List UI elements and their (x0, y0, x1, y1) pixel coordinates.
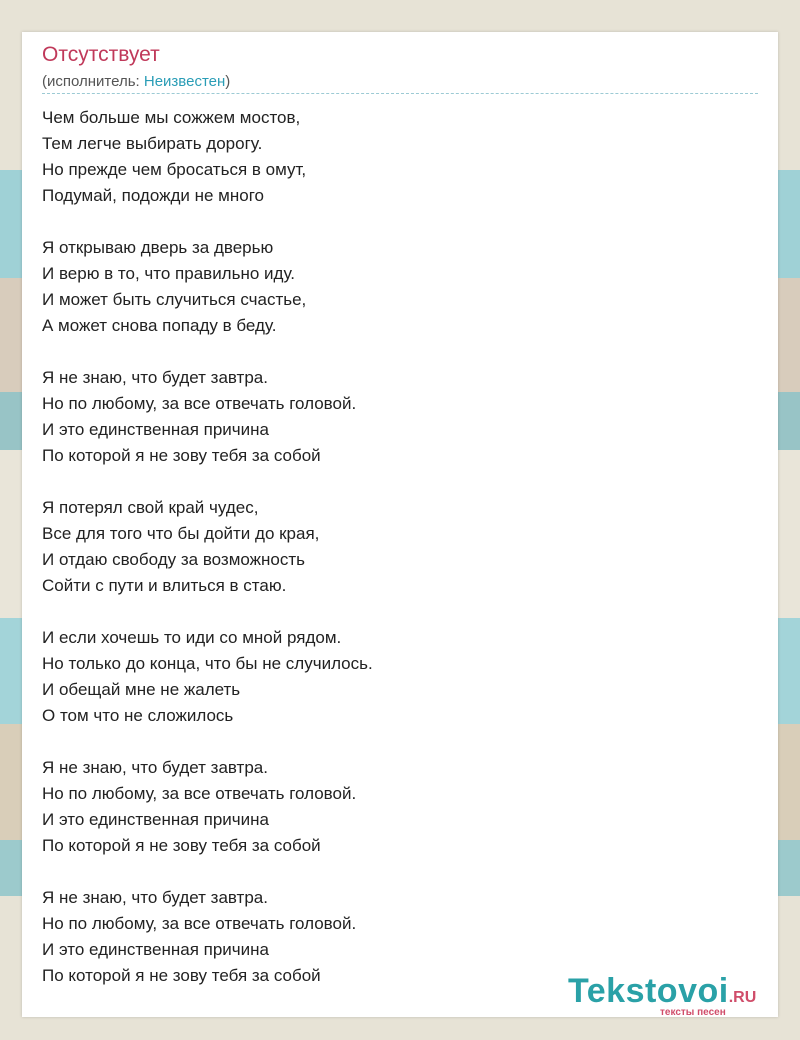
song-title: Отсутствует (42, 43, 160, 66)
stanza (42, 755, 373, 859)
lyric-line: По которой я не зову тебя за собой (42, 836, 321, 855)
lyric-line: Но по любому, за все отвечать головой. (42, 394, 357, 413)
lyric-line: Я не знаю, что будет завтра. (42, 758, 268, 777)
lyric-line: Чем больше мы сожжем мостов, (42, 108, 301, 127)
lyric-line: Сойти с пути и влиться в стаю. (42, 576, 287, 595)
lyric-line: И верю в то, что правильно иду. (42, 264, 295, 283)
lyric-line: И обещай мне не жалеть (42, 680, 241, 699)
lyric-line: И может быть случиться счастье, (42, 290, 307, 309)
lyric-line: Я не знаю, что будет завтра. (42, 368, 268, 387)
logo-brand: Tekstovoi (568, 972, 729, 1010)
lyric-line: Я открываю дверь за дверью (42, 238, 274, 257)
lyric-line: А может снова попаду в беду. (42, 316, 277, 335)
lyric-line: По которой я не зову тебя за собой (42, 446, 321, 465)
logo-tld: .RU (728, 989, 757, 1006)
artist-line (42, 73, 230, 90)
logo-tagline: тексты песен (660, 1007, 726, 1018)
artist-prefix: (исполнитель: (42, 73, 144, 90)
lyric-line: И это единственная причина (42, 810, 269, 829)
stanza (42, 235, 373, 339)
artist-link[interactable]: Неизвестен (143, 73, 226, 90)
lyric-line: Но прежде чем бросаться в омут, (42, 160, 307, 179)
title-divider (42, 93, 758, 94)
lyric-line: По которой я не зову тебя за собой (42, 966, 321, 985)
lyric-line: И если хочешь то иди со мной рядом. (42, 628, 342, 647)
lyric-line: Подумай, подожди не много (42, 186, 264, 205)
lyric-line: И это единственная причина (42, 420, 269, 439)
stanza (42, 365, 373, 469)
lyric-line: Но по любому, за все отвечать головой. (42, 784, 357, 803)
lyric-line: О том что не сложилось (42, 706, 234, 725)
lyric-line: И это единственная причина (42, 940, 269, 959)
artist-suffix: ) (225, 73, 231, 90)
lyric-line: Все для того что бы дойти до края, (42, 524, 320, 543)
lyric-line: Тем легче выбирать дорогу. (42, 134, 263, 153)
lyrics-card (22, 32, 778, 1017)
lyrics-body (42, 105, 373, 1015)
stanza (42, 105, 373, 209)
stanza (42, 625, 373, 729)
lyric-line: Но по любому, за все отвечать головой. (42, 914, 357, 933)
lyric-line: И отдаю свободу за возможность (42, 550, 306, 569)
stanza (42, 495, 373, 599)
stanza (42, 885, 373, 989)
lyric-line: Но только до конца, что бы не случилось. (42, 654, 373, 673)
lyric-line: Я не знаю, что будет завтра. (42, 888, 268, 907)
lyric-line: Я потерял свой край чудес, (42, 498, 259, 517)
site-logo[interactable] (568, 972, 778, 1018)
